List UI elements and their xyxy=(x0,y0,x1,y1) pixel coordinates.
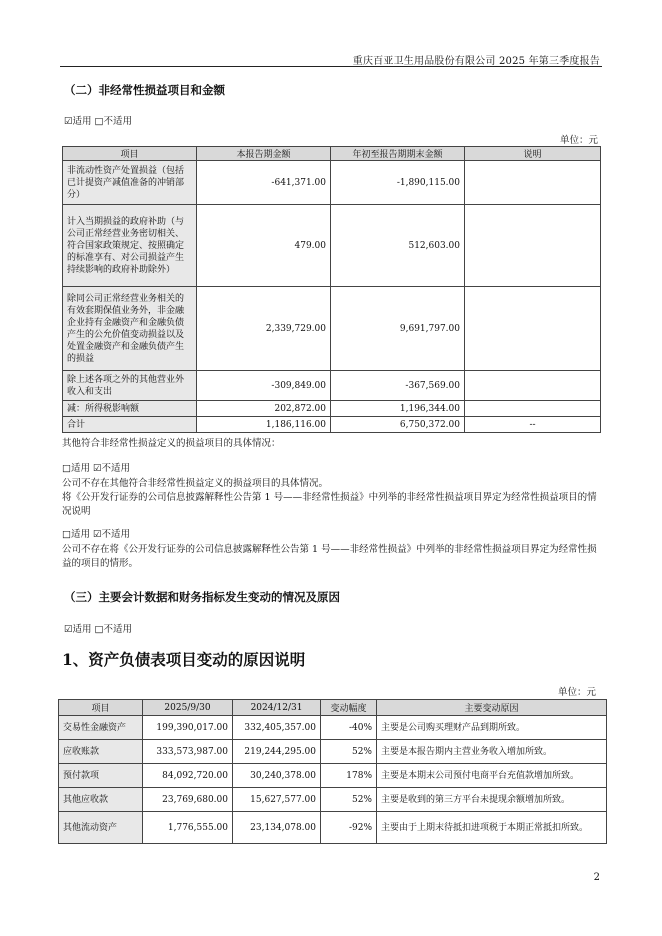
row-current: 1,186,116.00 xyxy=(197,417,331,433)
col-header-2025: 2025/9/30 xyxy=(143,700,233,716)
col-header-current: 本报告期金额 xyxy=(197,147,331,161)
other-items-label: 其他符合非经常性损益定义的损益项目的具体情况： xyxy=(62,438,281,449)
row-item: 计入当期损益的政府补助（与公司正常经营业务密切相关、符合国家政策规定、按照确定的标准享有、对公司损益产生持续影响的政府补助除外） xyxy=(63,205,197,287)
row-ytd: -1,890,115.00 xyxy=(331,161,465,205)
row-item: 交易性金融资产 xyxy=(59,716,143,740)
row-2024: 219,244,295.00 xyxy=(233,740,321,764)
row-reason: 主要是本期末公司预付电商平台充值款增加所致。 xyxy=(377,764,607,788)
row-2024: 332,405,357.00 xyxy=(233,716,321,740)
col-header-reason: 主要变动原因 xyxy=(377,700,607,716)
section-title-balance-sheet: 1、资产负债表项目变动的原因说明 xyxy=(62,650,306,669)
applicability-checkbox: □适用 ☑不适用 xyxy=(62,463,131,474)
unit-label: 单位：元 xyxy=(559,135,598,146)
table-header-row xyxy=(63,147,601,161)
table-row xyxy=(59,788,607,812)
row-item: 其他流动资产 xyxy=(59,812,143,844)
table-row xyxy=(63,371,601,401)
section-title-changes: （三）主要会计数据和财务指标发生变动的情况及原因 xyxy=(64,590,340,604)
col-header-item: 项目 xyxy=(59,700,143,716)
row-note xyxy=(465,287,601,371)
row-ytd: -367,569.00 xyxy=(331,371,465,401)
table-row xyxy=(59,764,607,788)
row-item: 非流动性资产处置损益（包括已计提资产减值准备的冲销部分） xyxy=(63,161,197,205)
row-current: 2,339,729.00 xyxy=(197,287,331,371)
row-change: 178% xyxy=(321,764,377,788)
row-ytd: 512,603.00 xyxy=(331,205,465,287)
row-reason: 主要是本报告期内主营业务收入增加所致。 xyxy=(377,740,607,764)
row-ytd: 1,196,344.00 xyxy=(331,401,465,417)
row-note xyxy=(465,205,601,287)
row-ytd: 6,750,372.00 xyxy=(331,417,465,433)
table-row xyxy=(59,716,607,740)
row-item: 合计 xyxy=(63,417,197,433)
row-item: 预付款项 xyxy=(59,764,143,788)
row-change: 52% xyxy=(321,788,377,812)
row-2024: 23,134,078.00 xyxy=(233,812,321,844)
table-row xyxy=(63,161,601,205)
report-header: 重庆百亚卫生用品股份有限公司 2025 年第三季度报告 xyxy=(352,56,600,67)
balance-sheet-table xyxy=(58,699,607,844)
row-current: -641,371.00 xyxy=(197,161,331,205)
row-item: 除同公司正常经营业务相关的有效套期保值业务外，非金融企业持有金融资产和金融负债产生的公允价值变动损益以及处置金融资产和金融负债产生的损益 xyxy=(63,287,197,371)
row-reason: 主要由于上期末待抵扣进项税于本期正常抵扣所致。 xyxy=(377,812,607,844)
applicability-checkbox: □适用 ☑不适用 xyxy=(62,529,131,540)
page-number: 2 xyxy=(593,872,600,883)
row-ytd: 9,691,797.00 xyxy=(331,287,465,371)
table-row xyxy=(63,287,601,371)
header-divider xyxy=(60,66,602,67)
reclass-text: 公司不存在将《公开发行证券的公司信息披露解释性公告第 1 号——非经常性损益》中列举的非经常性损益项目界定为经常性损益的项目的情形。 xyxy=(62,544,597,569)
nonrecurring-table xyxy=(62,146,601,433)
row-current: 479.00 xyxy=(197,205,331,287)
row-2024: 30,240,378.00 xyxy=(233,764,321,788)
row-current: -309,849.00 xyxy=(197,371,331,401)
col-header-note: 说明 xyxy=(465,147,601,161)
table-row xyxy=(59,812,607,844)
col-header-ytd: 年初至报告期期末金额 xyxy=(331,147,465,161)
row-change: -40% xyxy=(321,716,377,740)
row-note xyxy=(465,401,601,417)
unit-label: 单位：元 xyxy=(557,687,596,698)
row-2025: 199,390,017.00 xyxy=(143,716,233,740)
row-item: 其他应收款 xyxy=(59,788,143,812)
table-row xyxy=(63,401,601,417)
row-note xyxy=(465,161,601,205)
table-header-row xyxy=(59,700,607,716)
applicability-checkbox: ☑适用 □不适用 xyxy=(64,624,133,635)
reclass-label: 将《公开发行证券的公司信息披露解释性公告第 1 号——非经常性损益》中列举的非经常性损益项目界定为经常性损益项目的情况说明 xyxy=(62,492,597,517)
row-item: 除上述各项之外的其他营业外收入和支出 xyxy=(63,371,197,401)
row-2025: 23,769,680.00 xyxy=(143,788,233,812)
row-note xyxy=(465,371,601,401)
row-reason: 主要是公司购买理财产品到期所致。 xyxy=(377,716,607,740)
col-header-change: 变动幅度 xyxy=(321,700,377,716)
col-header-2024: 2024/12/31 xyxy=(233,700,321,716)
row-current: 202,872.00 xyxy=(197,401,331,417)
row-2025: 1,776,555.00 xyxy=(143,812,233,844)
row-reason: 主要是收到的第三方平台未提现余额增加所致。 xyxy=(377,788,607,812)
row-2024: 15,627,577.00 xyxy=(233,788,321,812)
section-title-nonrecurring: （二）非经常性损益项目和金额 xyxy=(64,83,225,97)
table-total-row xyxy=(63,417,601,433)
other-items-text: 公司不存在其他符合非经常性损益定义的损益项目的具体情况。 xyxy=(62,478,329,489)
row-change: 52% xyxy=(321,740,377,764)
applicability-checkbox: ☑适用 □不适用 xyxy=(64,116,133,127)
table-row xyxy=(63,205,601,287)
row-item: 应收账款 xyxy=(59,740,143,764)
row-note: -- xyxy=(465,417,601,433)
row-item: 减：所得税影响额 xyxy=(63,401,197,417)
row-2025: 84,092,720.00 xyxy=(143,764,233,788)
row-change: -92% xyxy=(321,812,377,844)
row-2025: 333,573,987.00 xyxy=(143,740,233,764)
table-row xyxy=(59,740,607,764)
col-header-item: 项目 xyxy=(63,147,197,161)
